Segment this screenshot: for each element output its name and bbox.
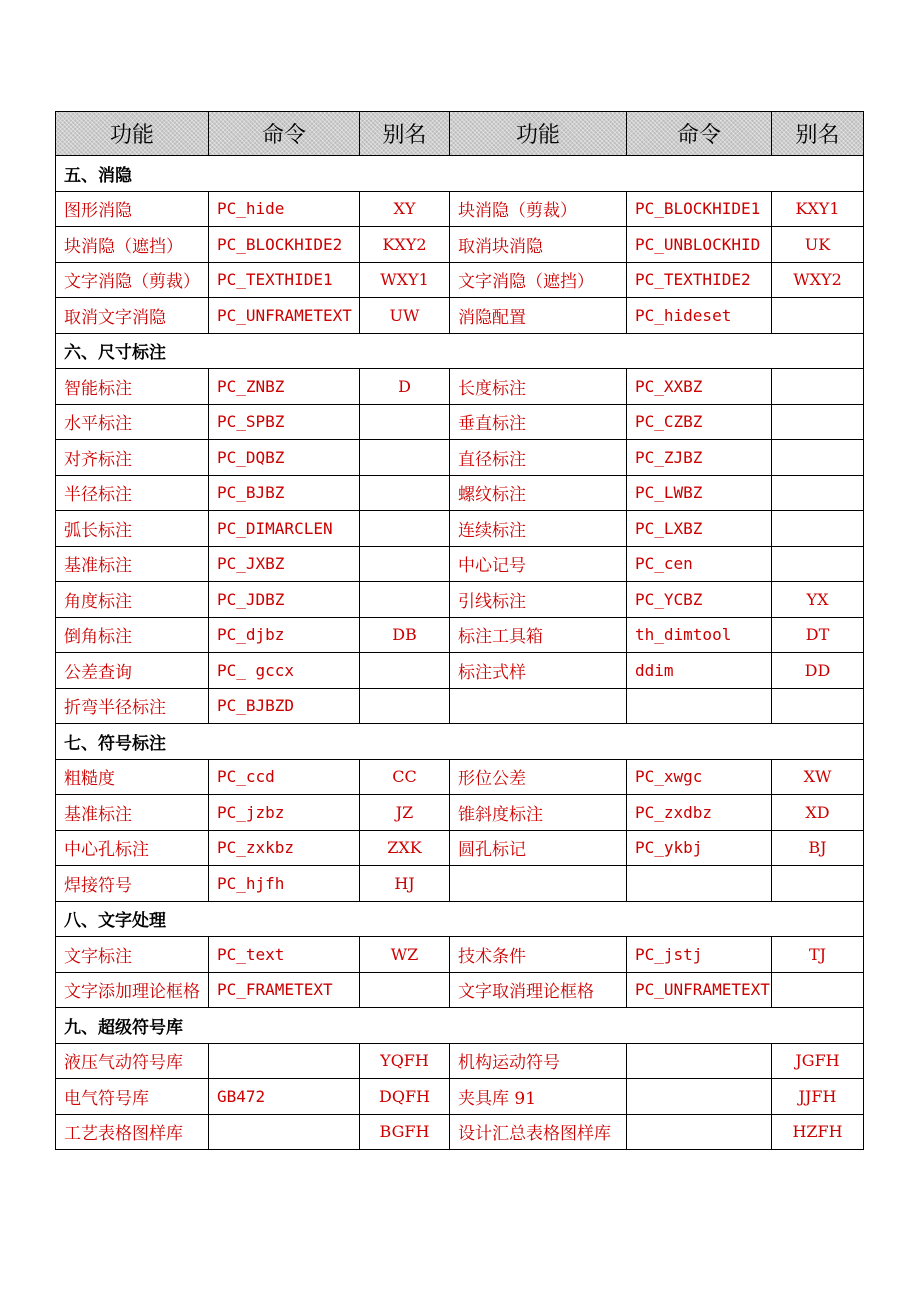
command-cell: PC_BJBZ (209, 475, 360, 511)
function-cell (450, 688, 627, 724)
function-cell: 焊接符号 (56, 866, 209, 902)
function-cell: 锥斜度标注 (450, 795, 627, 831)
command-cell: PC_CZBZ (627, 404, 772, 440)
function-cell: 垂直标注 (450, 404, 627, 440)
table-row (56, 298, 864, 334)
command-cell: PC_hideset (627, 298, 772, 334)
command-cell: PC_ccd (209, 759, 360, 795)
function-cell: 块消隐（遮挡） (56, 227, 209, 263)
command-cell: PC_FRAMETEXT (209, 972, 360, 1008)
command-cell: PC_BJBZD (209, 688, 360, 724)
table-row (56, 795, 864, 831)
function-cell: 液压气动符号库 (56, 1043, 209, 1079)
alias-cell: ZXK (360, 830, 450, 866)
function-cell: 文字消隐（遮挡） (450, 262, 627, 298)
section-row (56, 333, 864, 369)
alias-cell: DQFH (360, 1079, 450, 1115)
alias-cell: UK (772, 227, 864, 263)
command-cell: PC_djbz (209, 617, 360, 653)
section-title: 九、超级符号库 (56, 1008, 864, 1044)
function-cell: 智能标注 (56, 369, 209, 405)
section-title: 七、符号标注 (56, 724, 864, 760)
command-cell: PC_text (209, 937, 360, 973)
alias-cell (772, 404, 864, 440)
function-cell: 文字消隐（剪裁） (56, 262, 209, 298)
function-cell: 基准标注 (56, 546, 209, 582)
command-cell (627, 1079, 772, 1115)
function-cell: 连续标注 (450, 511, 627, 547)
alias-cell: KXY1 (772, 191, 864, 227)
function-cell: 机构运动符号 (450, 1043, 627, 1079)
alias-cell: BGFH (360, 1114, 450, 1150)
function-cell: 文字标注 (56, 937, 209, 973)
command-cell: PC_jstj (627, 937, 772, 973)
alias-cell: KXY2 (360, 227, 450, 263)
command-cell (627, 688, 772, 724)
document-page (55, 111, 863, 1150)
command-cell: GB472 (209, 1079, 360, 1115)
function-cell: 引线标注 (450, 582, 627, 618)
function-cell: 中心记号 (450, 546, 627, 582)
function-cell: 长度标注 (450, 369, 627, 405)
alias-cell: YQFH (360, 1043, 450, 1079)
header-alias: 别名 (772, 112, 864, 156)
function-cell: 消隐配置 (450, 298, 627, 334)
alias-cell: YX (772, 582, 864, 618)
function-cell: 文字添加理论框格 (56, 972, 209, 1008)
command-cell: PC_ZJBZ (627, 440, 772, 476)
function-cell: 公差查询 (56, 653, 209, 689)
alias-cell (360, 440, 450, 476)
command-cell: PC_ykbj (627, 830, 772, 866)
command-cell (209, 1043, 360, 1079)
table-row (56, 1079, 864, 1115)
command-cell: PC_zxdbz (627, 795, 772, 831)
function-cell: 基准标注 (56, 795, 209, 831)
command-cell (627, 1114, 772, 1150)
function-cell: 倒角标注 (56, 617, 209, 653)
alias-cell: HJ (360, 866, 450, 902)
header-function: 功能 (56, 112, 209, 156)
alias-cell: XD (772, 795, 864, 831)
function-cell: 螺纹标注 (450, 475, 627, 511)
command-cell: PC_UNFRAMETEXT (627, 972, 772, 1008)
header-alias: 别名 (360, 112, 450, 156)
function-cell: 取消块消隐 (450, 227, 627, 263)
command-cell: PC_hide (209, 191, 360, 227)
function-cell (450, 866, 627, 902)
alias-cell (772, 866, 864, 902)
table-row (56, 546, 864, 582)
function-cell: 粗糙度 (56, 759, 209, 795)
function-cell: 图形消隐 (56, 191, 209, 227)
command-cell: PC_JDBZ (209, 582, 360, 618)
table-row (56, 191, 864, 227)
alias-cell (360, 653, 450, 689)
header-function: 功能 (450, 112, 627, 156)
section-row (56, 1008, 864, 1044)
command-cell: PC_TEXTHIDE2 (627, 262, 772, 298)
section-row (56, 156, 864, 192)
function-cell: 块消隐（剪裁） (450, 191, 627, 227)
table-row (56, 262, 864, 298)
function-cell: 折弯半径标注 (56, 688, 209, 724)
alias-cell: WZ (360, 937, 450, 973)
alias-cell: JGFH (772, 1043, 864, 1079)
function-cell: 形位公差 (450, 759, 627, 795)
command-cell (627, 866, 772, 902)
alias-cell (772, 475, 864, 511)
table-row (56, 759, 864, 795)
command-cell: PC_YCBZ (627, 582, 772, 618)
section-row (56, 901, 864, 937)
alias-cell (360, 404, 450, 440)
table-row (56, 617, 864, 653)
function-cell: 对齐标注 (56, 440, 209, 476)
function-cell: 技术条件 (450, 937, 627, 973)
alias-cell: XW (772, 759, 864, 795)
alias-cell: CC (360, 759, 450, 795)
command-cell: ddim (627, 653, 772, 689)
command-cell: PC_jzbz (209, 795, 360, 831)
table-row (56, 404, 864, 440)
function-cell: 电气符号库 (56, 1079, 209, 1115)
function-cell: 标注式样 (450, 653, 627, 689)
command-cell: PC_UNFRAMETEXT (209, 298, 360, 334)
section-title: 六、尺寸标注 (56, 333, 864, 369)
alias-cell (772, 440, 864, 476)
function-cell: 水平标注 (56, 404, 209, 440)
alias-cell: DB (360, 617, 450, 653)
table-row (56, 866, 864, 902)
function-cell: 文字取消理论框格 (450, 972, 627, 1008)
header-command: 命令 (209, 112, 360, 156)
alias-cell: WXY1 (360, 262, 450, 298)
alias-cell (772, 298, 864, 334)
alias-cell (772, 369, 864, 405)
command-cell: PC_ gccx (209, 653, 360, 689)
command-cell: PC_DQBZ (209, 440, 360, 476)
command-cell: PC_XXBZ (627, 369, 772, 405)
table-row (56, 1043, 864, 1079)
alias-cell (772, 511, 864, 547)
alias-cell (360, 688, 450, 724)
command-cell: PC_ZNBZ (209, 369, 360, 405)
alias-cell (772, 546, 864, 582)
command-cell: PC_LWBZ (627, 475, 772, 511)
command-cell: PC_UNBLOCKHID (627, 227, 772, 263)
function-cell: 中心孔标注 (56, 830, 209, 866)
table-row (56, 475, 864, 511)
function-cell: 设计汇总表格图样库 (450, 1114, 627, 1150)
table-body (56, 156, 864, 1150)
table-row (56, 972, 864, 1008)
command-cell: PC_SPBZ (209, 404, 360, 440)
table-row (56, 440, 864, 476)
function-cell: 夹具库 91 (450, 1079, 627, 1115)
table-row (56, 582, 864, 618)
alias-cell (360, 511, 450, 547)
alias-cell: UW (360, 298, 450, 334)
alias-cell (360, 972, 450, 1008)
table-row (56, 1114, 864, 1150)
alias-cell: D (360, 369, 450, 405)
function-cell: 取消文字消隐 (56, 298, 209, 334)
table-row (56, 653, 864, 689)
function-cell: 直径标注 (450, 440, 627, 476)
alias-cell: HZFH (772, 1114, 864, 1150)
command-cell: PC_DIMARCLEN (209, 511, 360, 547)
function-cell: 工艺表格图样库 (56, 1114, 209, 1150)
section-title: 八、文字处理 (56, 901, 864, 937)
command-cell: PC_zxkbz (209, 830, 360, 866)
command-cell: th_dimtool (627, 617, 772, 653)
command-cell: PC_TEXTHIDE1 (209, 262, 360, 298)
alias-cell (360, 546, 450, 582)
alias-cell: DD (772, 653, 864, 689)
command-cell: PC_LXBZ (627, 511, 772, 547)
command-cell: PC_cen (627, 546, 772, 582)
function-cell: 半径标注 (56, 475, 209, 511)
command-cell: PC_BLOCKHIDE1 (627, 191, 772, 227)
function-cell: 弧长标注 (56, 511, 209, 547)
command-cell (209, 1114, 360, 1150)
alias-cell (772, 972, 864, 1008)
section-row (56, 724, 864, 760)
alias-cell: DT (772, 617, 864, 653)
alias-cell: JZ (360, 795, 450, 831)
alias-cell: XY (360, 191, 450, 227)
command-cell: PC_xwgc (627, 759, 772, 795)
function-cell: 标注工具箱 (450, 617, 627, 653)
alias-cell: BJ (772, 830, 864, 866)
command-cell: PC_BLOCKHIDE2 (209, 227, 360, 263)
alias-cell: WXY2 (772, 262, 864, 298)
alias-cell (360, 582, 450, 618)
table-row (56, 830, 864, 866)
function-cell: 圆孔标记 (450, 830, 627, 866)
alias-cell: JJFH (772, 1079, 864, 1115)
command-cell: PC_hjfh (209, 866, 360, 902)
table-row (56, 688, 864, 724)
alias-cell (772, 688, 864, 724)
alias-cell (360, 475, 450, 511)
function-cell: 角度标注 (56, 582, 209, 618)
table-row (56, 227, 864, 263)
section-title: 五、消隐 (56, 156, 864, 192)
table-row (56, 937, 864, 973)
command-cell (627, 1043, 772, 1079)
command-cell: PC_JXBZ (209, 546, 360, 582)
alias-cell: TJ (772, 937, 864, 973)
header-command: 命令 (627, 112, 772, 156)
table-row (56, 369, 864, 405)
header-row (56, 112, 864, 156)
table-row (56, 511, 864, 547)
command-table (55, 111, 864, 1150)
